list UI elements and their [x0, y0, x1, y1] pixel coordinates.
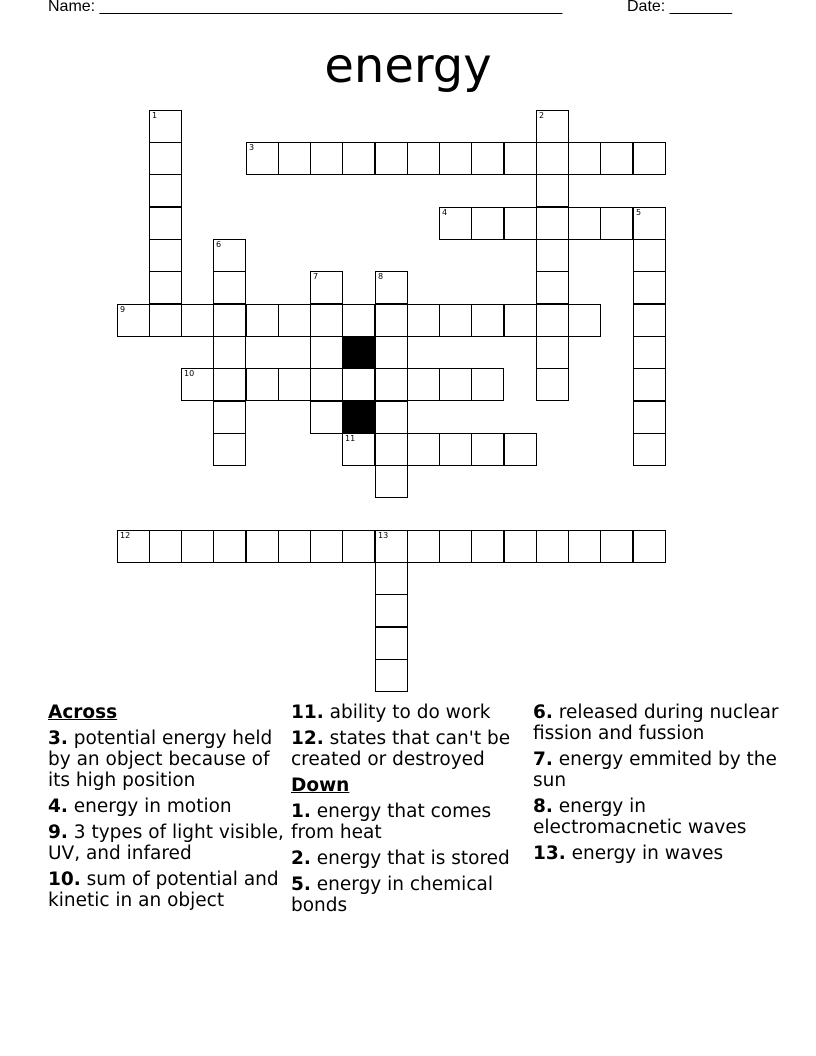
crossword-cell[interactable] [536, 239, 569, 272]
crossword-cell[interactable] [246, 142, 279, 175]
crossword-cell[interactable] [278, 530, 311, 563]
crossword-cell[interactable] [149, 174, 182, 207]
crossword-cell[interactable] [536, 271, 569, 304]
crossword-cell[interactable] [471, 530, 504, 563]
crossword-cell[interactable] [375, 627, 408, 660]
crossword-cell[interactable] [375, 594, 408, 627]
crossword-cell[interactable] [149, 239, 182, 272]
clue-down-1: 1. energy that comes from heat [291, 801, 492, 843]
crossword-cell[interactable] [471, 207, 504, 240]
crossword-block-cell [342, 401, 375, 434]
crossword-cell[interactable] [600, 207, 633, 240]
crossword-cell[interactable] [407, 433, 440, 466]
clue-number: 6 [216, 240, 222, 249]
crossword-cell[interactable] [213, 401, 246, 434]
clue-across-9: 9. 3 types of light visible, UV, and infared [48, 822, 284, 864]
crossword-cell[interactable] [633, 530, 666, 563]
crossword-cell[interactable] [246, 368, 279, 401]
crossword-cell[interactable] [310, 271, 343, 304]
crossword-cell[interactable] [213, 433, 246, 466]
crossword-cell[interactable] [633, 304, 666, 337]
crossword-cell[interactable] [213, 530, 246, 563]
clue-number: 2 [539, 111, 545, 120]
crossword-cell[interactable] [149, 142, 182, 175]
date-field-label: Date: _______ [627, 0, 732, 15]
crossword-cell[interactable] [633, 368, 666, 401]
crossword-cell[interactable] [213, 304, 246, 337]
clue-down-2: 2. energy that is stored [291, 848, 510, 869]
crossword-cell[interactable] [633, 142, 666, 175]
crossword-cell[interactable] [246, 304, 279, 337]
clue-across-3: 3. potential energy held by an object because of its high position [48, 728, 273, 791]
crossword-cell[interactable] [504, 433, 537, 466]
crossword-cell[interactable] [213, 368, 246, 401]
crossword-cell[interactable] [375, 562, 408, 595]
crossword-cell[interactable] [310, 304, 343, 337]
crossword-cell[interactable] [439, 142, 472, 175]
crossword-cell[interactable] [471, 142, 504, 175]
clue-number: 12 [120, 531, 131, 540]
crossword-cell[interactable] [568, 207, 601, 240]
clue-down-5: 5. energy in chemical bonds [291, 874, 493, 916]
crossword-cell[interactable] [375, 530, 408, 563]
crossword-cell[interactable] [149, 110, 182, 143]
crossword-cell[interactable] [504, 207, 537, 240]
crossword-cell[interactable] [568, 530, 601, 563]
crossword-cell[interactable] [407, 304, 440, 337]
crossword-cell[interactable] [342, 433, 375, 466]
clue-number: 8 [378, 272, 384, 281]
clues-column-3 [533, 702, 793, 869]
crossword-cell[interactable] [213, 336, 246, 369]
crossword-cell[interactable] [375, 304, 408, 337]
crossword-cell[interactable] [181, 530, 214, 563]
crossword-cell[interactable] [568, 304, 601, 337]
crossword-cell[interactable] [375, 659, 408, 692]
clue-number: 10 [184, 369, 195, 378]
crossword-cell[interactable] [407, 368, 440, 401]
down-heading: Down [291, 775, 350, 796]
clue-down-8: 8. energy in electromacnetic waves [533, 796, 747, 838]
crossword-cell[interactable] [117, 304, 150, 337]
crossword-cell[interactable] [600, 530, 633, 563]
crossword-cell[interactable] [375, 142, 408, 175]
crossword-cell[interactable] [375, 433, 408, 466]
name-field-label: Name: ____________________________________________________ [48, 0, 563, 15]
crossword-cell[interactable] [310, 530, 343, 563]
crossword-cell[interactable] [278, 304, 311, 337]
crossword-cell[interactable] [310, 142, 343, 175]
crossword-cell[interactable] [504, 530, 537, 563]
clue-across-11: 11. ability to do work [291, 702, 491, 723]
crossword-cell[interactable] [504, 142, 537, 175]
clue-down-6: 6. released during nuclear fission and fussion [533, 702, 779, 744]
crossword-cell[interactable] [310, 401, 343, 434]
crossword-cell[interactable] [536, 336, 569, 369]
crossword-cell[interactable] [439, 433, 472, 466]
crossword-cell[interactable] [407, 530, 440, 563]
clue-number: 3 [249, 143, 255, 152]
crossword-cell[interactable] [278, 368, 311, 401]
crossword-cell[interactable] [149, 530, 182, 563]
crossword-cell[interactable] [149, 271, 182, 304]
crossword-cell[interactable] [310, 368, 343, 401]
crossword-cell[interactable] [633, 433, 666, 466]
crossword-cell[interactable] [181, 368, 214, 401]
crossword-cell[interactable] [213, 271, 246, 304]
crossword-cell[interactable] [149, 304, 182, 337]
crossword-cell[interactable] [181, 304, 214, 337]
crossword-cell[interactable] [342, 304, 375, 337]
clue-number: 11 [345, 434, 356, 443]
crossword-cell[interactable] [278, 142, 311, 175]
crossword-cell[interactable] [407, 142, 440, 175]
crossword-cell[interactable] [536, 174, 569, 207]
crossword-cell[interactable] [342, 368, 375, 401]
crossword-cell[interactable] [439, 304, 472, 337]
clues-column-1 [48, 702, 284, 916]
clue-number: 13 [378, 531, 389, 540]
crossword-cell[interactable] [536, 207, 569, 240]
crossword-cell[interactable] [439, 368, 472, 401]
crossword-cell[interactable] [342, 530, 375, 563]
crossword-cell[interactable] [375, 465, 408, 498]
clue-number: 4 [442, 208, 448, 217]
crossword-cell[interactable] [536, 110, 569, 143]
clue-down-13: 13. energy in waves [533, 843, 724, 864]
clue-number: 7 [313, 272, 319, 281]
clue-across-12: 12. states that can't be created or destroyed [291, 728, 511, 770]
crossword-cell[interactable] [310, 336, 343, 369]
crossword-cell[interactable] [633, 401, 666, 434]
crossword-cell[interactable] [375, 401, 408, 434]
crossword-cell[interactable] [633, 239, 666, 272]
crossword-cell[interactable] [504, 304, 537, 337]
crossword-cell[interactable] [633, 271, 666, 304]
clue-across-10: 10. sum of potential and kinetic in an object [48, 869, 279, 911]
crossword-block-cell [342, 336, 375, 369]
crossword-cell[interactable] [375, 368, 408, 401]
crossword-cell[interactable] [342, 142, 375, 175]
crossword-cell[interactable] [471, 304, 504, 337]
crossword-cell[interactable] [600, 142, 633, 175]
crossword-cell[interactable] [536, 304, 569, 337]
clue-across-4: 4. energy in motion [48, 796, 232, 817]
across-heading: Across [48, 702, 118, 723]
crossword-cell[interactable] [536, 142, 569, 175]
clue-down-7: 7. energy emmited by the sun [533, 749, 777, 791]
crossword-cell[interactable] [536, 530, 569, 563]
clue-number: 5 [636, 208, 642, 217]
crossword-cell[interactable] [213, 239, 246, 272]
crossword-cell[interactable] [471, 368, 504, 401]
clue-number: 9 [120, 305, 126, 314]
page-title: energy [324, 38, 492, 94]
crossword-cell[interactable] [633, 336, 666, 369]
crossword-cell[interactable] [536, 368, 569, 401]
crossword-cell[interactable] [568, 142, 601, 175]
crossword-cell[interactable] [246, 530, 279, 563]
clues-column-2 [291, 702, 527, 921]
clue-number: 1 [152, 111, 158, 120]
crossword-cell[interactable] [439, 530, 472, 563]
crossword-cell[interactable] [375, 271, 408, 304]
crossword-cell[interactable] [439, 207, 472, 240]
crossword-cell[interactable] [149, 207, 182, 240]
crossword-cell[interactable] [471, 433, 504, 466]
crossword-cell[interactable] [633, 207, 666, 240]
crossword-cell[interactable] [375, 336, 408, 369]
crossword-cell[interactable] [117, 530, 150, 563]
